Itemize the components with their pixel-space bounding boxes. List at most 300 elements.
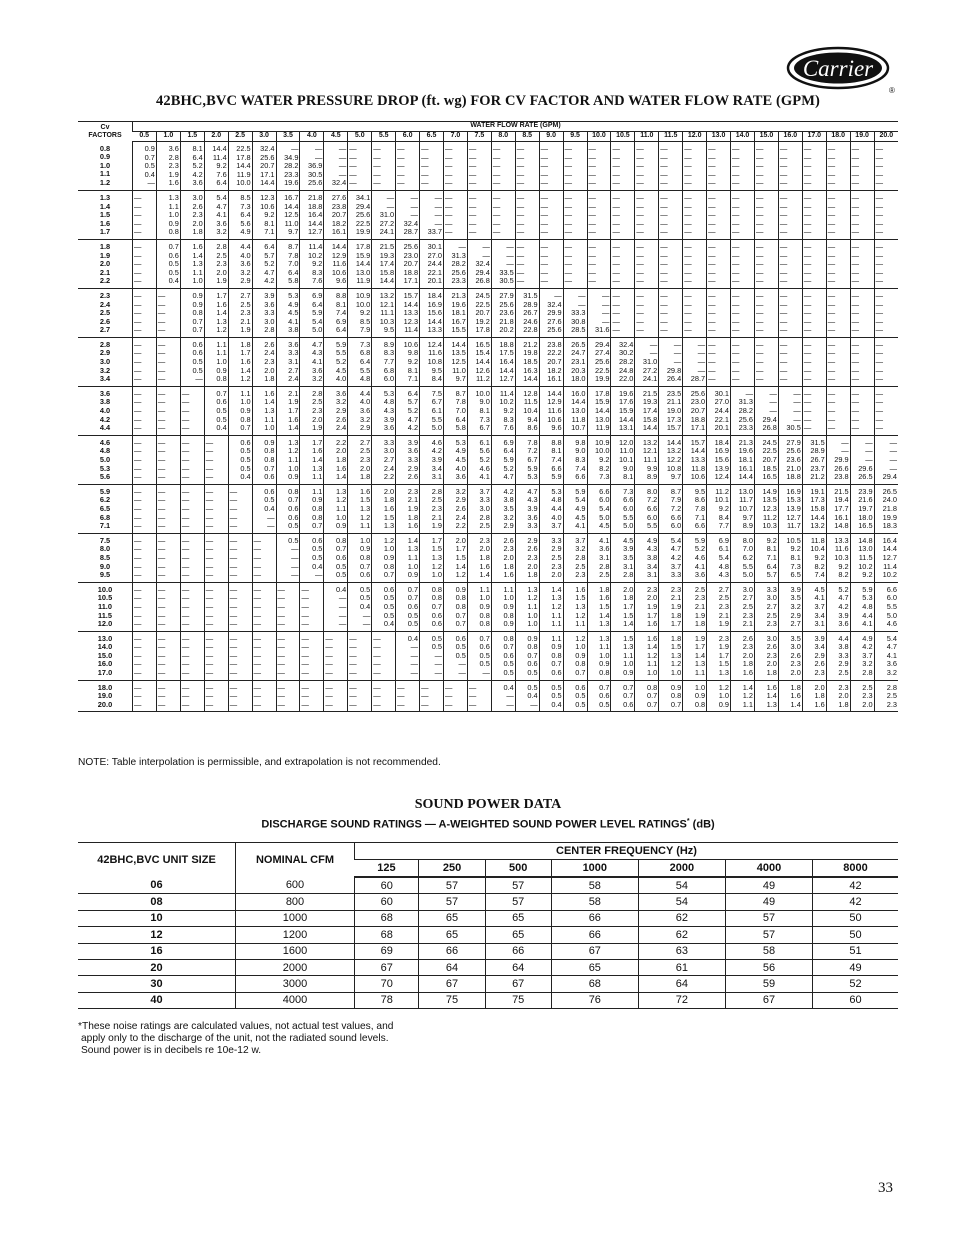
cv-factor-cell: 2.3 2.4 2.5 2.6 2.7 — [78, 288, 133, 337]
frequency-header: 500 — [485, 860, 551, 878]
pressure-drop-cell: — — — — — — [802, 190, 826, 239]
pressure-drop-cell: — — — — — — [731, 239, 755, 288]
pressure-drop-cell: 3.9 3.5 3.2 2.9 2.7 — [778, 582, 802, 631]
pressure-drop-cell: 21.8 18.8 16.4 14.4 12.7 — [300, 190, 324, 239]
pressure-drop-cell: 16.7 14.4 12.5 11.0 9.7 — [276, 190, 300, 239]
sound-level-cell: 66 — [485, 943, 551, 959]
cv-factor-cell: 2.8 2.9 3.0 3.2 3.4 — [78, 337, 133, 386]
pressure-drop-cell: 2.3 2.0 1.8 — [826, 680, 850, 712]
sound-level-cell: 69 — [355, 943, 419, 959]
pressure-drop-cell: 27.9 25.6 23.6 21.8 20.2 — [491, 288, 515, 337]
pressure-drop-cell: 3.0 2.7 2.5 2.3 2.1 — [731, 582, 755, 631]
carrier-logo — [786, 46, 898, 96]
sound-footnote — [78, 1021, 498, 1057]
sound-level-cell: 64 — [485, 959, 551, 975]
pressure-table-body — [78, 142, 898, 712]
frequency-header: 250 — [419, 860, 485, 878]
pressure-drop-cell: — — — — — — [156, 386, 180, 435]
pressure-drop-cell: — — — — — — [659, 239, 683, 288]
pressure-drop-cell: 21.3 19.6 18.1 16.7 15.5 — [443, 288, 467, 337]
pressure-drop-cell: — — — — — — [778, 142, 802, 191]
registered-mark: ® — [889, 86, 895, 95]
pressure-drop-cell: — — — 29.4 26.8 — [754, 386, 778, 435]
pressure-drop-cell: 2.5 2.3 2.0 — [850, 680, 874, 712]
sound-table-row — [78, 877, 898, 894]
flow-rate-col-header: 9.0 — [539, 132, 563, 142]
pressure-drop-cell: — — — — — — [228, 582, 252, 631]
flow-rate-col-header: 9.5 — [563, 132, 587, 142]
pressure-drop-cell: — — — — — — [252, 533, 276, 582]
pressure-drop-cell: 2.7 2.5 2.3 2.1 1.9 — [707, 582, 731, 631]
sound-table-body — [78, 877, 898, 1009]
pressure-drop-cell: 29.4 27.4 25.6 22.5 19.9 — [587, 337, 611, 386]
pressure-drop-cell: — — — — [156, 680, 180, 712]
pressure-drop-cell: 13.2 12.1 11.1 9.9 8.9 — [635, 435, 659, 484]
interpolation-note: NOTE: Table interpolation is permissible, and extrapolation is not recommended. — [78, 757, 441, 768]
pressure-drop-cell: — — — — — — [467, 142, 491, 191]
sound-level-cell: 67 — [485, 976, 551, 992]
flow-rate-col-header: 4.0 — [300, 132, 324, 142]
cv-group-row — [78, 190, 898, 239]
cv-group-row — [78, 239, 898, 288]
cv-group-row — [78, 142, 898, 191]
pressure-drop-cell: — — — — — — [754, 239, 778, 288]
pressure-drop-cell: 2.0 1.8 1.6 — [802, 680, 826, 712]
sound-level-cell: 42 — [813, 894, 898, 910]
pressure-drop-cell: 0.7 0.6 0.5 — [587, 680, 611, 712]
sound-level-cell: 67 — [355, 959, 419, 975]
pressure-drop-cell: — — — — [133, 680, 157, 712]
pressure-drop-cell: — 32.4 29.9 27.6 25.6 — [539, 288, 563, 337]
pressure-drop-cell: 3.6 3.2 2.9 2.6 2.4 — [324, 386, 348, 435]
pressure-drop-cell: 4.4 3.8 3.3 2.9 2.5 — [826, 631, 850, 680]
pressure-drop-cell: — — — — [180, 680, 204, 712]
sound-level-cell: 64 — [419, 959, 485, 975]
pressure-drop-cell: — — — — — — [156, 484, 180, 533]
sound-table-row — [78, 894, 898, 910]
cv-factor-cell: 4.6 4.8 5.0 5.3 5.6 — [78, 435, 133, 484]
pressure-drop-cell: 1.8 1.6 1.4 — [778, 680, 802, 712]
pressure-drop-cell: — — — — — — [707, 337, 731, 386]
pressure-drop-cell: — — — — — — [180, 386, 204, 435]
pressure-drop-cell: — — — — — — [252, 631, 276, 680]
pressure-drop-cell: — — 31.0 27.2 24.1 — [635, 337, 659, 386]
cv-factor-cell: 10.0 10.5 11.0 11.5 12.0 — [78, 582, 133, 631]
pressure-drop-cell: — — — — — — [683, 288, 707, 337]
pressure-drop-cell: — — — — — — [348, 142, 372, 191]
pressure-drop-cell: 1.6 1.4 1.3 — [754, 680, 778, 712]
pressure-drop-cell: 2.0 1.8 1.6 1.5 1.3 — [372, 484, 396, 533]
pressure-drop-cell: — — — — 30.5 — [778, 386, 802, 435]
pressure-drop-cell: 5.4 4.7 4.1 3.6 3.2 — [874, 631, 898, 680]
pressure-drop-cell: — — — — — — [850, 142, 874, 191]
cv-group-row — [78, 435, 898, 484]
pressure-drop-cell: 13.3 11.6 10.3 9.2 8.2 — [826, 533, 850, 582]
pressure-drop-cell: 6.4 5.7 5.2 4.7 4.2 — [396, 386, 420, 435]
pressure-drop-cell: 4.9 4.3 3.8 3.4 3.1 — [635, 533, 659, 582]
pressure-drop-cell: 2.3 2.1 1.9 1.8 1.7 — [659, 582, 683, 631]
unit-size-cell: 20 — [78, 959, 236, 975]
flow-rate-col-header: 5.5 — [372, 132, 396, 142]
sound-level-cell: 67 — [419, 976, 485, 992]
footnote-line: Sound power is in decibels re 10e-12 w. — [81, 1045, 262, 1056]
pressure-drop-cell: — — — — — — [156, 288, 180, 337]
pressure-drop-cell: 21.5 19.3 17.4 15.8 14.4 — [635, 386, 659, 435]
pressure-drop-cell: — — — — — — [850, 288, 874, 337]
pressure-drop-cell: 2.6 2.4 2.3 2.0 1.8 — [252, 337, 276, 386]
pressure-drop-cell: — — 36.9 30.5 25.6 — [300, 142, 324, 191]
pressure-drop-cell: — — — — — — [180, 582, 204, 631]
pressure-drop-cell: — — — — — — [826, 337, 850, 386]
pressure-drop-cell: — — — — — — [778, 190, 802, 239]
pressure-drop-cell: — 34.9 28.2 23.3 19.6 — [276, 142, 300, 191]
pressure-drop-cell: 0.6 0.5 0.5 0.4 — — [300, 533, 324, 582]
pressure-drop-cell: — — — — — — [324, 631, 348, 680]
cv-factor-cell: 18.0 19.0 20.0 — [78, 680, 133, 712]
sound-level-cell: 70 — [355, 976, 419, 992]
sound-level-cell: 49 — [725, 894, 812, 910]
pressure-drop-cell: 7.5 6.7 6.1 5.5 5.0 — [420, 386, 444, 435]
pressure-drop-cell: — — — — — — [348, 631, 372, 680]
pressure-drop-cell: 1.3 1.1 1.0 0.9 0.8 — [587, 631, 611, 680]
pressure-drop-cell: 3.0 2.6 2.3 2.0 1.8 — [180, 190, 204, 239]
pressure-drop-cell: — — — — — — [874, 142, 898, 191]
pressure-drop-cell: 4.2 3.8 3.5 3.2 2.9 — [491, 484, 515, 533]
sound-subtitle-asterisk: * — [686, 818, 690, 825]
pressure-drop-cell: 5.4 4.7 4.1 3.6 3.2 — [204, 190, 228, 239]
pressure-drop-cell: 13.0 11.7 10.7 9.7 8.9 — [731, 484, 755, 533]
sound-level-cell: 57 — [725, 927, 812, 943]
sound-level-cell: 68 — [355, 910, 419, 926]
flow-rate-col-header: 10.5 — [611, 132, 635, 142]
pressure-drop-cell: — — — — — — [683, 190, 707, 239]
pressure-drop-cell: 19.6 17.6 15.9 14.4 13.1 — [611, 386, 635, 435]
pressure-drop-cell: — — — — — — [539, 190, 563, 239]
pressure-drop-cell: — — — — — — [707, 190, 731, 239]
pressure-drop-cell: 0.8 0.7 0.6 0.5 0.5 — [324, 533, 348, 582]
pressure-drop-cell: — — — — — — [133, 239, 157, 288]
pressure-drop-cell: — — — — — — [850, 239, 874, 288]
cv-factor-cell: 13.0 14.0 15.0 16.0 17.0 — [78, 631, 133, 680]
pressure-drop-cell: 2.8 2.5 2.3 2.0 1.9 — [204, 239, 228, 288]
pressure-drop-cell: 22.5 17.8 14.4 11.9 10.0 — [228, 142, 252, 191]
pressure-drop-cell: 3.9 3.6 3.3 3.0 2.8 — [252, 288, 276, 337]
footnote-line: *These noise ratings are calculated values, not actual test values, and — [78, 1021, 394, 1032]
pressure-drop-cell: — — — — — — [707, 288, 731, 337]
pressure-drop-cell: 5.9 5.3 4.8 4.4 4.1 — [850, 582, 874, 631]
pressure-drop-cell: — — — 29.8 26.4 — [659, 337, 683, 386]
pressure-drop-cell: 0.9 0.8 0.7 — [659, 680, 683, 712]
pressure-drop-cell: — — — — — — [731, 142, 755, 191]
cv-group-row — [78, 680, 898, 712]
pressure-drop-cell: 2.3 2.1 1.9 1.8 1.6 — [396, 484, 420, 533]
pressure-drop-cell: 17.8 15.9 14.4 13.0 11.9 — [348, 239, 372, 288]
cv-group-row — [78, 631, 898, 680]
sound-table-row — [78, 943, 898, 959]
pressure-drop-cell: 4.4 4.0 3.6 3.2 2.9 — [348, 386, 372, 435]
sound-level-cell: 49 — [725, 877, 812, 894]
pressure-drop-cell: 4.1 3.6 3.1 2.8 2.5 — [587, 533, 611, 582]
sound-table-row — [78, 927, 898, 943]
pressure-drop-cell: 2.3 2.0 1.9 1.7 1.6 — [635, 582, 659, 631]
pressure-drop-cell: 1.3 1.2 1.1 1.0 0.9 — [276, 435, 300, 484]
pressure-drop-cell: 4.9 4.2 3.7 3.2 2.8 — [850, 631, 874, 680]
pressure-drop-cell: 8.5 7.3 6.4 5.6 4.9 — [228, 190, 252, 239]
pressure-drop-cell: 1.9 1.7 1.4 1.3 1.1 — [683, 631, 707, 680]
pressure-drop-cell: 1.0 0.9 0.8 0.7 0.6 — [348, 533, 372, 582]
frequency-header: 8000 — [813, 860, 898, 878]
unit-size-cell: 12 — [78, 927, 236, 943]
pressure-drop-cell: — — — — — — [611, 288, 635, 337]
pressure-drop-cell: 10.6 9.8 9.2 8.1 7.1 — [396, 337, 420, 386]
pressure-drop-cell: 17.8 15.9 14.4 13.0 11.9 — [587, 386, 611, 435]
pressure-drop-cell: 1.8 1.6 1.5 1.4 1.3 — [587, 582, 611, 631]
flow-rate-col-header: 5.0 — [348, 132, 372, 142]
flow-rate-col-header: 12.0 — [683, 132, 707, 142]
pressure-drop-cell: 1.3 1.1 1.0 0.9 0.8 — [156, 190, 180, 239]
pressure-drop-cell: 1.1 0.9 0.8 0.8 0.7 — [300, 484, 324, 533]
sound-level-cell: 75 — [485, 992, 551, 1008]
pressure-drop-cell: — — — — — — [156, 337, 180, 386]
pressure-drop-cell: 7.8 7.2 6.7 5.9 5.3 — [515, 435, 539, 484]
pressure-drop-cell: 0.7 0.7 0.6 0.5 0.5 — [396, 582, 420, 631]
pressure-drop-cell: 1.6 1.4 1.3 1.1 1.0 — [252, 386, 276, 435]
pressure-drop-cell: 14.4 13.2 12.2 10.8 9.7 — [659, 435, 683, 484]
pressure-drop-cell: 0.4 — — — — — [324, 582, 348, 631]
sound-level-cell: 57 — [725, 910, 812, 926]
pressure-drop-cell: 5.4 4.7 4.2 3.7 3.3 — [659, 533, 683, 582]
pressure-drop-cell: — — — — 31.6 — [587, 288, 611, 337]
sound-level-cell: 60 — [355, 894, 419, 910]
unit-size-cell: 10 — [78, 910, 236, 926]
cv-factor-cell: 1.8 1.9 2.0 2.1 2.2 — [78, 239, 133, 288]
sound-level-cell: 66 — [551, 910, 638, 926]
pressure-drop-cell: 12.4 11.6 10.8 9.5 8.4 — [420, 337, 444, 386]
pressure-drop-cell: 1.1 1.1 1.0 0.9 0.8 — [204, 337, 228, 386]
sound-level-cell: 60 — [355, 877, 419, 894]
pressure-drop-cell: — — — — — — [587, 239, 611, 288]
pressure-drop-cell: 0.9 0.8 0.8 0.7 0.6 — [252, 435, 276, 484]
pressure-drop-cell: — — — — — — [396, 142, 420, 191]
cv-factor-cell: 1.3 1.4 1.5 1.6 1.7 — [78, 190, 133, 239]
cv-factor-cell: 7.5 8.0 8.5 9.0 9.5 — [78, 533, 133, 582]
pressure-drop-cell: 2.8 2.5 2.3 — [874, 680, 898, 712]
pressure-drop-cell: 2.8 2.5 2.3 2.0 1.9 — [300, 386, 324, 435]
sound-level-cell: 66 — [419, 943, 485, 959]
flow-rate-col-header: 2.5 — [228, 132, 252, 142]
sound-level-cell: 57 — [419, 894, 485, 910]
unit-size-header: 42BHC,BVC UNIT SIZE — [78, 843, 236, 878]
pressure-drop-cell: 8.7 7.8 7.0 6.4 5.8 — [276, 239, 300, 288]
unit-size-cell: 16 — [78, 943, 236, 959]
pressure-drop-cell: — — — — — — [204, 631, 228, 680]
pressure-drop-cell: 1.1 1.0 0.9 0.8 0.8 — [467, 582, 491, 631]
pressure-drop-cell: — — — — — — [539, 239, 563, 288]
flow-rate-col-header: 11.0 — [635, 132, 659, 142]
pressure-drop-cell: — — — — [228, 680, 252, 712]
pressure-drop-cell: — — 33.3 30.8 28.5 — [563, 288, 587, 337]
flow-rate-col-header: 3.0 — [252, 132, 276, 142]
pressure-drop-cell: — — 32.4 29.4 26.8 — [467, 239, 491, 288]
sound-section-title: SOUND POWER DATA — [414, 797, 562, 812]
pressure-drop-cell: — — — — — — [874, 239, 898, 288]
pressure-drop-cell: — — — — — — [731, 337, 755, 386]
pressure-drop-cell: 31.5 28.9 26.7 24.6 22.8 — [515, 288, 539, 337]
pressure-drop-cell: 2.3 2.0 1.8 1.6 1.4 — [467, 533, 491, 582]
pressure-drop-cell: 10.9 10.0 9.2 8.5 7.9 — [348, 288, 372, 337]
flow-rate-col-header: 20.0 — [874, 132, 898, 142]
pressure-drop-cell: 0.8 0.7 0.6 0.6 0.5 — [276, 484, 300, 533]
pressure-drop-cell: — 31.3 28.2 25.6 23.3 — [731, 386, 755, 435]
pressure-drop-cell: — — — — — — [563, 190, 587, 239]
pressure-drop-cell: — — — — — — [228, 631, 252, 680]
pressure-drop-cell: — — — — — — [491, 142, 515, 191]
flow-rate-col-header: 0.5 — [133, 132, 157, 142]
pressure-drop-cell: 4.4 4.0 3.6 3.2 2.9 — [228, 239, 252, 288]
pressure-drop-cell: 2.7 2.5 2.3 2.0 1.8 — [348, 435, 372, 484]
pressure-drop-cell: 1.7 1.6 1.4 1.3 1.1 — [300, 435, 324, 484]
pressure-drop-cell: — — — — — — [874, 386, 898, 435]
pressure-drop-cell: 16.4 14.4 12.7 11.4 10.2 — [874, 533, 898, 582]
sound-table-row — [78, 992, 898, 1008]
pressure-drop-cell: — — — — — — [133, 337, 157, 386]
pressure-drop-cell: 24.5 22.5 20.7 18.5 16.5 — [754, 435, 778, 484]
pressure-drop-cell: — — — — — — [515, 142, 539, 191]
cv-factor-cell: 5.9 6.2 6.5 6.8 7.1 — [78, 484, 133, 533]
unit-size-cell: 30 — [78, 976, 236, 992]
cv-factor-cell: 3.6 3.8 4.0 4.2 4.4 — [78, 386, 133, 435]
flow-rate-col-header: 7.0 — [443, 132, 467, 142]
pressure-drop-cell: 1.7 1.5 1.3 1.2 1.0 — [420, 533, 444, 582]
pressure-drop-cell: — — — — — — [707, 239, 731, 288]
pressure-drop-cell: — — — — — — [467, 190, 491, 239]
pressure-drop-cell: 2.0 1.8 1.7 1.5 1.4 — [611, 582, 635, 631]
pressure-drop-cell: — — — — — — [635, 288, 659, 337]
pressure-drop-cell: 12.0 11.0 10.1 9.0 8.1 — [611, 435, 635, 484]
flow-rate-col-header: 16.0 — [778, 132, 802, 142]
flow-rate-col-header: 6.5 — [420, 132, 444, 142]
pressure-drop-cell: 6.1 5.6 5.2 4.6 4.1 — [467, 435, 491, 484]
pressure-drop-cell: — — — — — — [515, 239, 539, 288]
pressure-drop-cell: 1.1 1.0 0.9 0.8 0.9 — [491, 582, 515, 631]
cv-group-row — [78, 533, 898, 582]
pressure-drop-cell: 4.5 3.9 3.5 3.1 2.8 — [611, 533, 635, 582]
pressure-drop-cell: — — — — [276, 680, 300, 712]
pressure-drop-cell: 0.6 0.5 0.5 0.5 0.4 — [372, 582, 396, 631]
sound-table-container — [78, 842, 898, 1009]
pressure-drop-cell: — — — 33.5 30.5 — [491, 239, 515, 288]
pressure-drop-cell: 2.5 2.3 2.1 1.9 1.8 — [683, 582, 707, 631]
pressure-drop-cell: 1.4 1.3 1.1 1.0 0.9 — [396, 533, 420, 582]
unit-size-cell: 06 — [78, 877, 236, 894]
sound-level-cell: 50 — [813, 910, 898, 926]
pressure-drop-cell: 0.9 0.8 0.8 0.7 0.7 — [443, 582, 467, 631]
pressure-drop-cell: 1.4 1.3 1.2 1.1 1.1 — [539, 582, 563, 631]
pressure-drop-cell: 7.3 6.6 6.0 5.5 5.0 — [611, 484, 635, 533]
pressure-drop-cell: — — — — — — [587, 190, 611, 239]
pressure-drop-cell: 23.9 21.6 19.7 18.0 16.5 — [850, 484, 874, 533]
pressure-drop-cell: 5.3 4.9 4.5 4.1 3.8 — [276, 288, 300, 337]
flow-rate-values-row — [78, 132, 898, 142]
pressure-drop-cell: — — — — — — [133, 386, 157, 435]
pressure-drop-cell: 16.5 15.4 14.4 12.6 11.2 — [467, 337, 491, 386]
pressure-drop-cell: — — — — 32.4 — [324, 142, 348, 191]
pressure-drop-cell: — — — — [204, 680, 228, 712]
pressure-drop-cell: — — — — 28.7 — [683, 337, 707, 386]
pressure-drop-cell: — — — — [324, 680, 348, 712]
pressure-drop-cell: 3.3 3.0 2.7 2.4 2.2 — [372, 435, 396, 484]
pressure-drop-cell: 2.6 2.3 2.0 1.8 1.6 — [491, 533, 515, 582]
pressure-drop-cell: 6.9 6.1 5.4 4.8 4.3 — [707, 533, 731, 582]
pressure-drop-cell: — — — — — — [826, 386, 850, 435]
pressure-drop-cell: — — — — — — [826, 239, 850, 288]
pressure-drop-cell: 1.1 1.0 0.9 0.8 0.7 — [228, 386, 252, 435]
sound-level-cell: 68 — [355, 927, 419, 943]
pressure-drop-cell: 1.0 0.9 0.8 — [683, 680, 707, 712]
pressure-drop-cell: 14.4 11.4 9.2 7.6 6.4 — [204, 142, 228, 191]
pressure-drop-cell: 0.6 0.5 0.5 0.5 0.4 — [228, 435, 252, 484]
sound-level-cell: 42 — [813, 877, 898, 894]
pressure-drop-cell: 14.4 12.9 11.6 10.6 9.6 — [324, 239, 348, 288]
pressure-drop-cell: 0.8 0.8 0.7 0.6 0.6 — [420, 582, 444, 631]
pressure-drop-cell: 5.2 4.7 4.2 3.9 3.6 — [826, 582, 850, 631]
pressure-drop-cell: 2.8 2.5 2.3 2.1 1.9 — [420, 484, 444, 533]
pressure-drop-cell: 0.4 — — — — — [396, 631, 420, 680]
pressure-drop-cell: 1.5 1.3 1.1 1.0 0.9 — [611, 631, 635, 680]
nominal-cfm-cell: 1200 — [236, 927, 355, 943]
pressure-drop-cell: 18.8 17.5 16.4 14.4 12.7 — [491, 337, 515, 386]
pressure-drop-cell: 9.2 8.1 7.1 6.4 5.7 — [754, 533, 778, 582]
cv-factor-cell: 0.8 0.9 1.0 1.1 1.2 — [78, 142, 133, 191]
pressure-drop-cell: — — — — — — [778, 288, 802, 337]
sound-level-cell: 68 — [551, 976, 638, 992]
pressure-drop-cell: 32.4 25.6 20.7 17.1 14.4 — [252, 142, 276, 191]
sound-level-cell: 66 — [551, 927, 638, 943]
pressure-drop-cell: 27.6 23.8 20.7 18.2 16.1 — [324, 190, 348, 239]
pressure-drop-cell: 4.6 4.2 3.9 3.4 3.1 — [420, 435, 444, 484]
pressure-drop-cell: — — — — — — [611, 142, 635, 191]
pressure-drop-cell: 0.9 0.7 0.5 0.4 — — [133, 142, 157, 191]
pressure-drop-cell: — — — — — — [539, 142, 563, 191]
nominal-cfm-cell: 800 — [236, 894, 355, 910]
pressure-drop-cell: — — — — — — [874, 337, 898, 386]
logo-wordmark: Carrier — [802, 56, 874, 81]
pressure-drop-cell: — — — — — — [802, 337, 826, 386]
pressure-drop-cell: 3.9 3.6 3.3 2.9 2.6 — [396, 435, 420, 484]
pressure-drop-cell: — — — — — — [778, 337, 802, 386]
pressure-drop-cell: 1.3 1.2 1.1 1.0 0.9 — [324, 484, 348, 533]
pressure-drop-cell: 25.6 23.0 20.7 18.8 17.1 — [683, 386, 707, 435]
pressure-drop-cell: 3.9 3.4 2.9 2.6 2.3 — [802, 631, 826, 680]
pressure-drop-cell: 1.2 1.0 0.9 — [707, 680, 731, 712]
pressure-drop-cell: 2.9 2.6 2.3 2.0 1.8 — [515, 533, 539, 582]
pressure-drop-cell: 14.4 12.9 11.6 10.6 9.6 — [539, 386, 563, 435]
pressure-drop-cell: 3.3 3.0 2.7 2.5 2.3 — [754, 582, 778, 631]
pressure-drop-cell: — — — — — — [659, 142, 683, 191]
flow-rate-col-header: 13.0 — [707, 132, 731, 142]
pressure-drop-cell: 18.4 16.9 15.6 14.4 13.3 — [420, 288, 444, 337]
pressure-drop-cell: — — — — — — [133, 288, 157, 337]
pressure-drop-cell: 6.6 6.0 5.5 5.0 4.6 — [874, 582, 898, 631]
sound-level-cell: 61 — [638, 959, 725, 975]
pressure-drop-cell: — — — — — — [491, 190, 515, 239]
pressure-drop-cell: 5.9 5.2 4.6 4.1 3.6 — [683, 533, 707, 582]
pressure-drop-cell: 0.9 0.9 0.8 0.7 0.7 — [180, 288, 204, 337]
pressure-drop-cell: 7.3 6.8 6.4 5.5 4.8 — [348, 337, 372, 386]
pressure-drop-cell: 6.9 6.4 5.9 5.4 5.0 — [300, 288, 324, 337]
pressure-drop-cell: 1.2 1.0 0.9 0.8 0.7 — [372, 533, 396, 582]
pressure-drop-cell: 26.5 24.0 21.8 19.9 18.3 — [874, 484, 898, 533]
